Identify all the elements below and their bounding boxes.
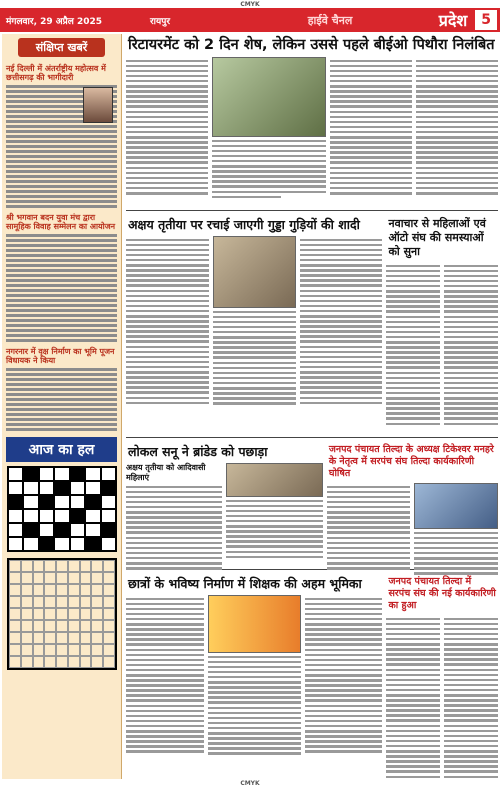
page-number: 5 bbox=[475, 10, 497, 30]
row-four bbox=[126, 573, 498, 779]
issue-date: मंगलवार, 29 अप्रैल 2025 bbox=[6, 16, 103, 27]
story4-headline: लोकल सनू ने ब्रांडेड को पछाड़ा bbox=[128, 444, 268, 459]
row-three bbox=[126, 441, 498, 566]
brief-body-3 bbox=[2, 368, 121, 431]
event-banner-photo bbox=[208, 595, 301, 653]
brief-body-1 bbox=[2, 85, 121, 208]
brief-headline-1: नई दिल्ली में अंतर्राष्ट्रीय महोत्सव में छत्तीसगढ़ की भागीदारी bbox=[6, 64, 106, 82]
story5-headline: जनपद पंचायत तिल्दा के अध्यक्ष टिकेश्वर मनहरे के नेतृत्व में सरपंच संघ तिल्दा कार्यकारिणी घोषित bbox=[328, 444, 494, 479]
section-title: प्रदेश bbox=[438, 11, 468, 30]
edition-city: रायपुर bbox=[150, 16, 171, 27]
lead-photo-col bbox=[212, 57, 327, 207]
story-2 bbox=[126, 214, 382, 434]
story-5 bbox=[327, 441, 498, 577]
sidebar-title: संक्षिप्त खबरें bbox=[18, 38, 105, 57]
sudoku-grid bbox=[7, 558, 117, 670]
produce-photo bbox=[226, 463, 322, 497]
lead-story bbox=[126, 57, 498, 207]
brief-headline-3: नगरनार में वृक्ष निर्माण का भूमि पूजन विधायक ने किया bbox=[6, 347, 115, 365]
print-color-marker-bottom: CMYK bbox=[240, 780, 260, 787]
brief-body-2 bbox=[2, 234, 121, 342]
print-color-marker: CMYK bbox=[240, 1, 260, 8]
lead-headline: रिटायरमेंट को 2 दिन शेष, लेकिन उससे पहले बीईओ पिथौरा निलंबित bbox=[128, 37, 495, 53]
lead-col-3 bbox=[330, 57, 412, 207]
story-6 bbox=[126, 573, 382, 779]
office-photo bbox=[212, 57, 327, 137]
story7-headline: जनपद पंचायत तिल्दा में सरपंच संघ की नई कार्यकारिणी का हुआ bbox=[388, 576, 496, 611]
story3-headline: नवाचार से महिलाओं एवं ऑटो संघ की समस्याओं को सुना bbox=[388, 217, 486, 258]
dolls-photo bbox=[213, 236, 296, 308]
puzzle-title: आज का हल bbox=[6, 437, 117, 462]
story6-headline: छात्रों के भविष्य निर्माण में शिक्षक की अहम भूमिका bbox=[128, 576, 362, 591]
sidebar-briefs bbox=[2, 34, 122, 779]
crossword-grid bbox=[7, 466, 117, 552]
middle-row bbox=[126, 214, 498, 434]
brief-headline-2: श्री भगवान बदन युवा मंच द्वारा सामूहिक विवाह सम्मेलन का आयोजन bbox=[6, 213, 116, 231]
portrait-photo bbox=[83, 87, 113, 123]
story-3 bbox=[386, 214, 498, 434]
story-7 bbox=[386, 573, 498, 779]
story-4 bbox=[126, 441, 323, 577]
masthead-bar bbox=[0, 8, 500, 32]
group-photo bbox=[414, 483, 498, 529]
newspaper-brand: हाईवे चैनल bbox=[307, 13, 353, 27]
main-content bbox=[126, 34, 498, 779]
lead-col-4 bbox=[416, 57, 498, 207]
lead-col-1 bbox=[126, 57, 208, 207]
story2-headline: अक्षय तृतीया पर रचाई जाएगी गुड्डा गुड़ियों की शादी bbox=[128, 217, 360, 232]
story4-subhead: अक्षय तृतीया को आदिवासी महिलाएं bbox=[126, 463, 206, 482]
